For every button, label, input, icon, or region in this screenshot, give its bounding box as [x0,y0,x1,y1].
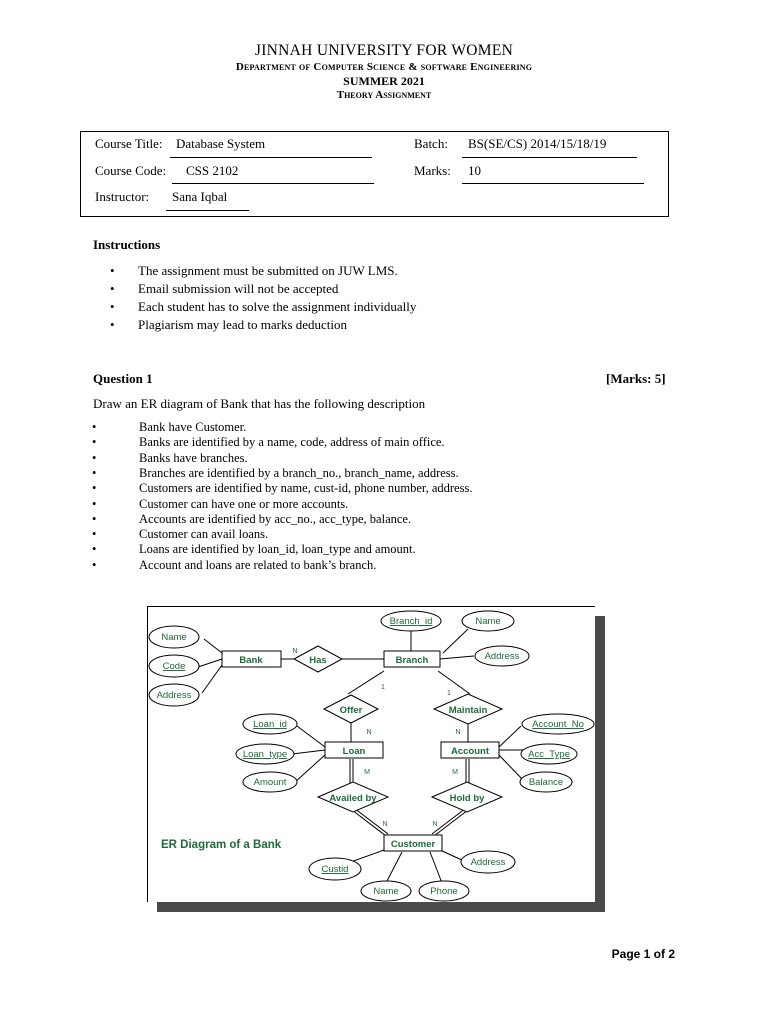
attr-custid: Custid [321,864,349,875]
page-number: Page 1 of 2 [611,947,675,961]
entity-loan: Loan [342,746,366,757]
card-hold-customer: N [432,821,438,828]
instructor-label: Instructor: [95,189,150,204]
department-name: Department of Computer Science & software Engineering [235,61,533,73]
marks-label: Marks: [414,163,451,178]
course-code-underline [172,183,374,184]
attr-branch-name: Name [475,616,501,627]
instructions-heading: Instructions [93,237,161,252]
attr-cust-name: Name [373,886,399,897]
attr-bank-name: Name [161,632,187,643]
entity-bank: Bank [239,655,263,666]
bullet-icon: • [92,481,97,496]
attr-account-no: Account_No [532,719,584,730]
marks-value: 10 [468,163,481,178]
entity-account: Account [451,746,489,757]
card-offer-loan: N [366,729,372,736]
entity-customer: Customer [390,839,436,850]
bullet-icon: • [110,281,115,296]
bullet-icon: • [110,263,115,278]
attr-bank-code: Code [162,661,186,672]
card-bank-has: N [292,648,298,655]
marks-underline [462,183,644,184]
question-1-prompt: Draw an ER diagram of Bank that has the following description [93,396,426,411]
attr-branch-address: Address [484,651,520,662]
bullet-icon: • [92,557,97,572]
er-diagram [147,606,605,912]
attr-branch-id: Branch_id [389,616,433,627]
bullet-icon: • [92,420,97,434]
attr-cust-phone: Phone [430,886,458,897]
diagram-frame [147,606,595,902]
bullet-icon: • [110,299,115,314]
bullet-icon: • [92,511,97,526]
entity-branch: Branch [395,655,429,666]
bullet-icon: • [92,450,97,465]
relationship-offer: Offer [339,705,363,716]
card-account-hold: M [452,769,458,776]
course-code-value: CSS 2102 [186,163,239,178]
relationship-availed-by: Availed by [329,793,377,804]
relationship-hold-by: Hold by [449,793,485,804]
attr-loan-amount: Amount [253,777,287,788]
card-branch-offer: 1 [381,684,385,691]
question-1-heading: Question 1 [93,371,153,386]
university-name: JINNAH UNIVERSITY FOR WOMEN [254,42,514,59]
question-1-marks: [Marks: 5] [606,371,666,386]
bullet-icon: • [92,496,97,511]
attr-bank-address: Address [156,690,192,701]
card-maintain-account: N [455,729,461,736]
bullet-icon: • [92,527,97,542]
bullet-icon: • [110,317,115,332]
attr-loan-type: Loan_type [242,749,288,760]
bullet-icon: • [92,542,97,557]
card-availed-customer: N [382,821,388,828]
batch-value: BS(SE/CS) 2014/15/18/19 [468,136,607,151]
course-title-label: Course Title: [95,136,163,151]
attr-loan-id: Loan_id [253,719,287,730]
er-diagram-canvas [148,607,596,903]
relationship-has: Has [309,655,327,666]
bullet-icon: • [92,435,97,450]
course-title-value: Database System [176,136,266,151]
card-branch-maintain: 1 [447,690,451,697]
relationship-shapes [294,646,502,812]
batch-underline [462,157,637,158]
batch-label: Batch: [414,136,448,151]
course-title-underline [170,157,372,158]
instructor-underline [166,210,249,211]
term: SUMMER 2021 [343,74,425,88]
assignment-type: Theory Assignment [336,89,432,101]
relationship-maintain: Maintain [448,705,488,716]
bullet-icon: • [92,465,97,480]
diagram-caption: ER Diagram of a Bank [161,839,282,851]
attr-cust-address: Address [470,857,506,868]
attr-acc-type: Acc_Type [528,749,570,760]
course-code-label: Course Code: [95,163,167,178]
instructor-value: Sana Iqbal [172,189,228,204]
card-loan-availed: M [364,769,370,776]
attr-balance: Balance [528,777,564,788]
